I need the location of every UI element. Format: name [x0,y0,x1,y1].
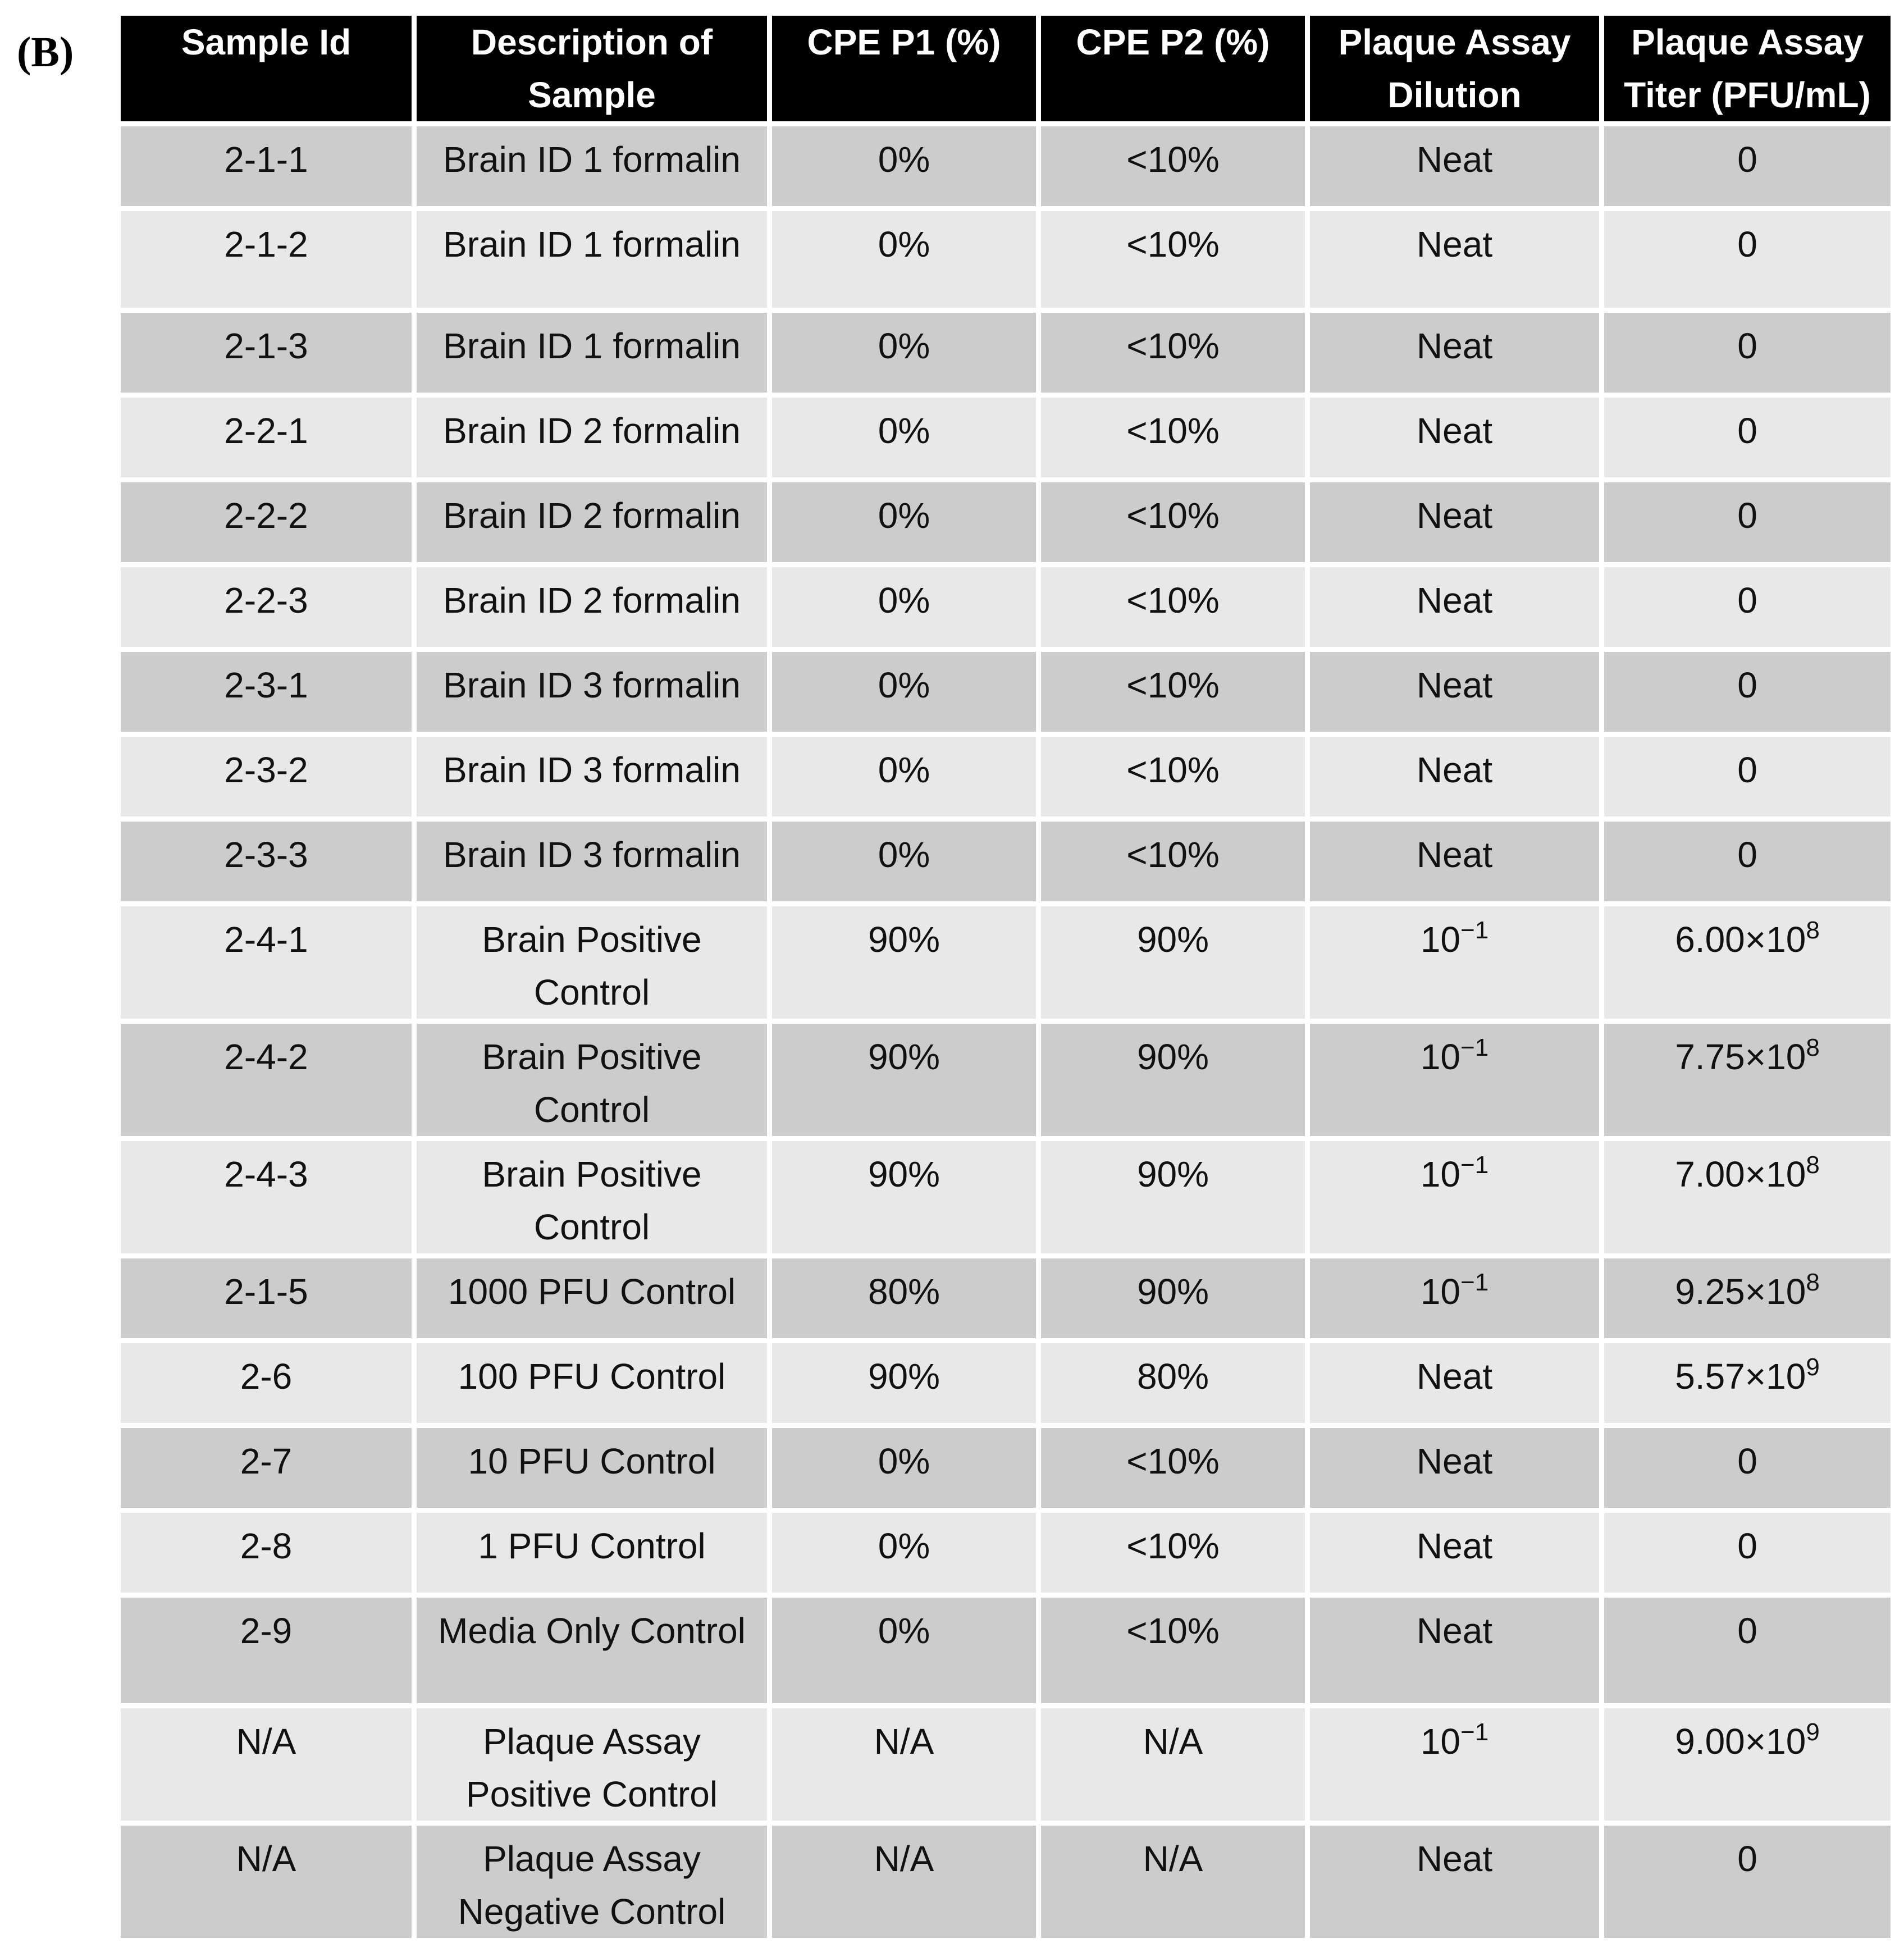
cell-cpe-p2: <10% [1041,567,1305,647]
cell-description: Brain ID 1 formalin [417,313,767,393]
cell-plaque-dilution [1310,1598,1599,1703]
results-table [116,11,1896,1943]
table-row [121,1258,1891,1338]
cell-sample-id: N/A [121,1826,412,1938]
cell-sample-id: 2-7 [121,1428,412,1508]
cell-plaque-titer [1604,211,1891,308]
cell-plaque-dilution [1310,1024,1599,1136]
results-table-container [121,16,1891,1938]
titer-base: 0 [1737,750,1757,790]
cell-plaque-dilution [1310,567,1599,647]
cell-cpe-p1: 0% [772,482,1036,562]
dilution-base: 10 [1420,1154,1460,1194]
cell-plaque-titer [1604,398,1891,477]
cell-description: 1000 PFU Control [417,1258,767,1338]
cell-cpe-p2: <10% [1041,398,1305,477]
titer-base: 0 [1737,1839,1757,1879]
titer-base: 7.00×10 [1675,1154,1806,1194]
titer-exponent: 8 [1806,1269,1820,1296]
titer-base: 0 [1737,495,1757,536]
dilution-base: Neat [1416,1611,1493,1651]
cell-plaque-titer [1604,126,1891,206]
dilution-exponent: −1 [1460,1034,1489,1061]
cell-plaque-dilution [1310,1343,1599,1423]
cell-sample-id: 2-9 [121,1598,412,1703]
table-row [121,313,1891,393]
titer-base: 6.00×10 [1675,919,1806,960]
cell-sample-id: 2-3-1 [121,652,412,732]
cell-cpe-p1: N/A [772,1826,1036,1938]
cell-cpe-p2: <10% [1041,1598,1305,1703]
dilution-exponent: −1 [1460,1718,1489,1746]
dilution-base: 10 [1420,919,1460,960]
cell-sample-id: 2-1-1 [121,126,412,206]
cell-cpe-p1: 0% [772,211,1036,308]
header-sample-id: Sample Id [121,16,412,121]
header-description: Description of Sample [417,16,767,121]
cell-description: Brain ID 3 formalin [417,652,767,732]
cell-plaque-titer [1604,822,1891,901]
cell-plaque-titer [1604,482,1891,562]
cell-plaque-dilution [1310,1428,1599,1508]
titer-base: 0 [1737,1441,1757,1481]
dilution-base: Neat [1416,1441,1493,1481]
cell-cpe-p1: 0% [772,126,1036,206]
table-row [121,737,1891,817]
table-row [121,126,1891,206]
cell-plaque-titer [1604,1826,1891,1938]
titer-base: 9.25×10 [1675,1271,1806,1312]
cell-description: Brain Positive Control [417,906,767,1019]
cell-plaque-titer [1604,737,1891,817]
table-row [121,482,1891,562]
cell-cpe-p1: 90% [772,1343,1036,1423]
table-row [121,906,1891,1019]
titer-base: 0 [1737,580,1757,621]
cell-description: Brain ID 2 formalin [417,398,767,477]
cell-plaque-titer [1604,1258,1891,1338]
cell-cpe-p2: 90% [1041,906,1305,1019]
table-row [121,1598,1891,1703]
cell-plaque-dilution [1310,1708,1599,1821]
cell-plaque-titer [1604,1141,1891,1253]
table-row [121,822,1891,901]
cell-plaque-dilution [1310,652,1599,732]
header-cpe-p2: CPE P2 (%) [1041,16,1305,121]
table-row [121,567,1891,647]
cell-description: 100 PFU Control [417,1343,767,1423]
titer-exponent: 8 [1806,1034,1820,1061]
cell-cpe-p2: <10% [1041,1428,1305,1508]
dilution-base: Neat [1416,1839,1493,1879]
table-row [121,1024,1891,1136]
cell-cpe-p2: N/A [1041,1826,1305,1938]
cell-description: Media Only Control [417,1598,767,1703]
table-row [121,1428,1891,1508]
cell-description: Brain ID 3 formalin [417,737,767,817]
titer-base: 0 [1737,139,1757,180]
cell-cpe-p1: 80% [772,1258,1036,1338]
titer-base: 0 [1737,411,1757,451]
cell-cpe-p1: 0% [772,567,1036,647]
cell-description: Brain ID 1 formalin [417,126,767,206]
titer-base: 0 [1737,224,1757,264]
dilution-base: Neat [1416,834,1493,875]
cell-description: Plaque Assay Positive Control [417,1708,767,1821]
cell-cpe-p2: 90% [1041,1258,1305,1338]
table-row [121,1513,1891,1593]
cell-plaque-titer [1604,1708,1891,1821]
dilution-base: Neat [1416,495,1493,536]
cell-cpe-p1: 0% [772,1428,1036,1508]
dilution-base: Neat [1416,1526,1493,1566]
dilution-base: Neat [1416,580,1493,621]
cell-plaque-titer [1604,1598,1891,1703]
cell-cpe-p2: 80% [1041,1343,1305,1423]
cell-plaque-dilution [1310,1258,1599,1338]
cell-cpe-p1: 0% [772,398,1036,477]
titer-base: 0 [1737,326,1757,366]
titer-base: 0 [1737,834,1757,875]
cell-plaque-dilution [1310,211,1599,308]
dilution-base: Neat [1416,1356,1493,1397]
cell-sample-id: N/A [121,1708,412,1821]
dilution-base: Neat [1416,224,1493,264]
cell-plaque-titer [1604,652,1891,732]
cell-description: Brain Positive Control [417,1141,767,1253]
cell-plaque-titer [1604,1513,1891,1593]
cell-plaque-dilution [1310,398,1599,477]
cell-sample-id: 2-2-3 [121,567,412,647]
table-row [121,211,1891,308]
dilution-exponent: −1 [1460,1151,1489,1179]
cell-plaque-dilution [1310,313,1599,393]
cell-plaque-dilution [1310,737,1599,817]
cell-cpe-p2: <10% [1041,313,1305,393]
cell-sample-id: 2-4-3 [121,1141,412,1253]
cell-description: 10 PFU Control [417,1428,767,1508]
dilution-exponent: −1 [1460,916,1489,944]
cell-description: Brain ID 2 formalin [417,567,767,647]
cell-cpe-p2: <10% [1041,211,1305,308]
table-row [121,652,1891,732]
cell-cpe-p1: 0% [772,1598,1036,1703]
table-row [121,1826,1891,1938]
titer-exponent: 8 [1806,916,1820,944]
cell-cpe-p2: 90% [1041,1141,1305,1253]
cell-cpe-p2: <10% [1041,822,1305,901]
cell-sample-id: 2-1-3 [121,313,412,393]
cell-sample-id: 2-1-5 [121,1258,412,1338]
cell-cpe-p2: 90% [1041,1024,1305,1136]
cell-cpe-p1: N/A [772,1708,1036,1821]
cell-plaque-dilution [1310,126,1599,206]
cell-sample-id: 2-3-2 [121,737,412,817]
titer-exponent: 9 [1806,1718,1820,1746]
dilution-base: 10 [1420,1271,1460,1312]
dilution-base: Neat [1416,665,1493,705]
table-row [121,1141,1891,1253]
cell-sample-id: 2-6 [121,1343,412,1423]
cell-sample-id: 2-2-1 [121,398,412,477]
cell-plaque-titer [1604,906,1891,1019]
header-plaque-dilution: Plaque Assay Dilution [1310,16,1599,121]
table-row [121,398,1891,477]
cell-description: Brain ID 3 formalin [417,822,767,901]
titer-exponent: 8 [1806,1151,1820,1179]
titer-base: 0 [1737,665,1757,705]
cell-plaque-dilution [1310,1513,1599,1593]
cell-cpe-p2: <10% [1041,482,1305,562]
cell-cpe-p2: <10% [1041,126,1305,206]
cell-sample-id: 2-3-3 [121,822,412,901]
cell-plaque-dilution [1310,822,1599,901]
cell-sample-id: 2-4-2 [121,1024,412,1136]
cell-description: Brain ID 2 formalin [417,482,767,562]
cell-plaque-titer [1604,1343,1891,1423]
titer-base: 5.57×10 [1675,1356,1806,1397]
cell-cpe-p1: 0% [772,1513,1036,1593]
titer-base: 0 [1737,1526,1757,1566]
table-row [121,1343,1891,1423]
cell-description: Plaque Assay Negative Control [417,1826,767,1938]
cell-cpe-p1: 0% [772,652,1036,732]
cell-cpe-p1: 0% [772,313,1036,393]
table-body [121,126,1891,1938]
cell-plaque-dilution [1310,1141,1599,1253]
table-row [121,1708,1891,1821]
table-header [121,16,1891,121]
cell-description: 1 PFU Control [417,1513,767,1593]
header-plaque-titer: Plaque Assay Titer (PFU/mL) [1604,16,1891,121]
cell-plaque-titer [1604,1024,1891,1136]
cell-plaque-dilution [1310,1826,1599,1938]
cell-cpe-p2: N/A [1041,1708,1305,1821]
titer-base: 7.75×10 [1675,1037,1806,1077]
cell-plaque-titer [1604,1428,1891,1508]
cell-cpe-p2: <10% [1041,652,1305,732]
cell-plaque-dilution [1310,906,1599,1019]
cell-plaque-titer [1604,313,1891,393]
cell-cpe-p1: 90% [772,906,1036,1019]
cell-cpe-p2: <10% [1041,737,1305,817]
cell-description: Brain ID 1 formalin [417,211,767,308]
titer-exponent: 9 [1806,1353,1820,1381]
cell-sample-id: 2-2-2 [121,482,412,562]
cell-description: Brain Positive Control [417,1024,767,1136]
cell-plaque-titer [1604,567,1891,647]
cell-cpe-p2: <10% [1041,1513,1305,1593]
cell-cpe-p1: 90% [772,1141,1036,1253]
header-cpe-p1: CPE P1 (%) [772,16,1036,121]
cell-sample-id: 2-8 [121,1513,412,1593]
cell-cpe-p1: 0% [772,822,1036,901]
titer-base: 0 [1737,1611,1757,1651]
dilution-base: 10 [1420,1721,1460,1762]
cell-sample-id: 2-4-1 [121,906,412,1019]
dilution-base: Neat [1416,326,1493,366]
cell-sample-id: 2-1-2 [121,211,412,308]
dilution-base: 10 [1420,1037,1460,1077]
cell-plaque-dilution [1310,482,1599,562]
cell-cpe-p1: 0% [772,737,1036,817]
titer-base: 9.00×10 [1675,1721,1806,1762]
dilution-exponent: −1 [1460,1269,1489,1296]
dilution-base: Neat [1416,750,1493,790]
header-row [121,16,1891,121]
panel-label: (B) [17,29,74,76]
dilution-base: Neat [1416,139,1493,180]
cell-cpe-p1: 90% [772,1024,1036,1136]
dilution-base: Neat [1416,411,1493,451]
